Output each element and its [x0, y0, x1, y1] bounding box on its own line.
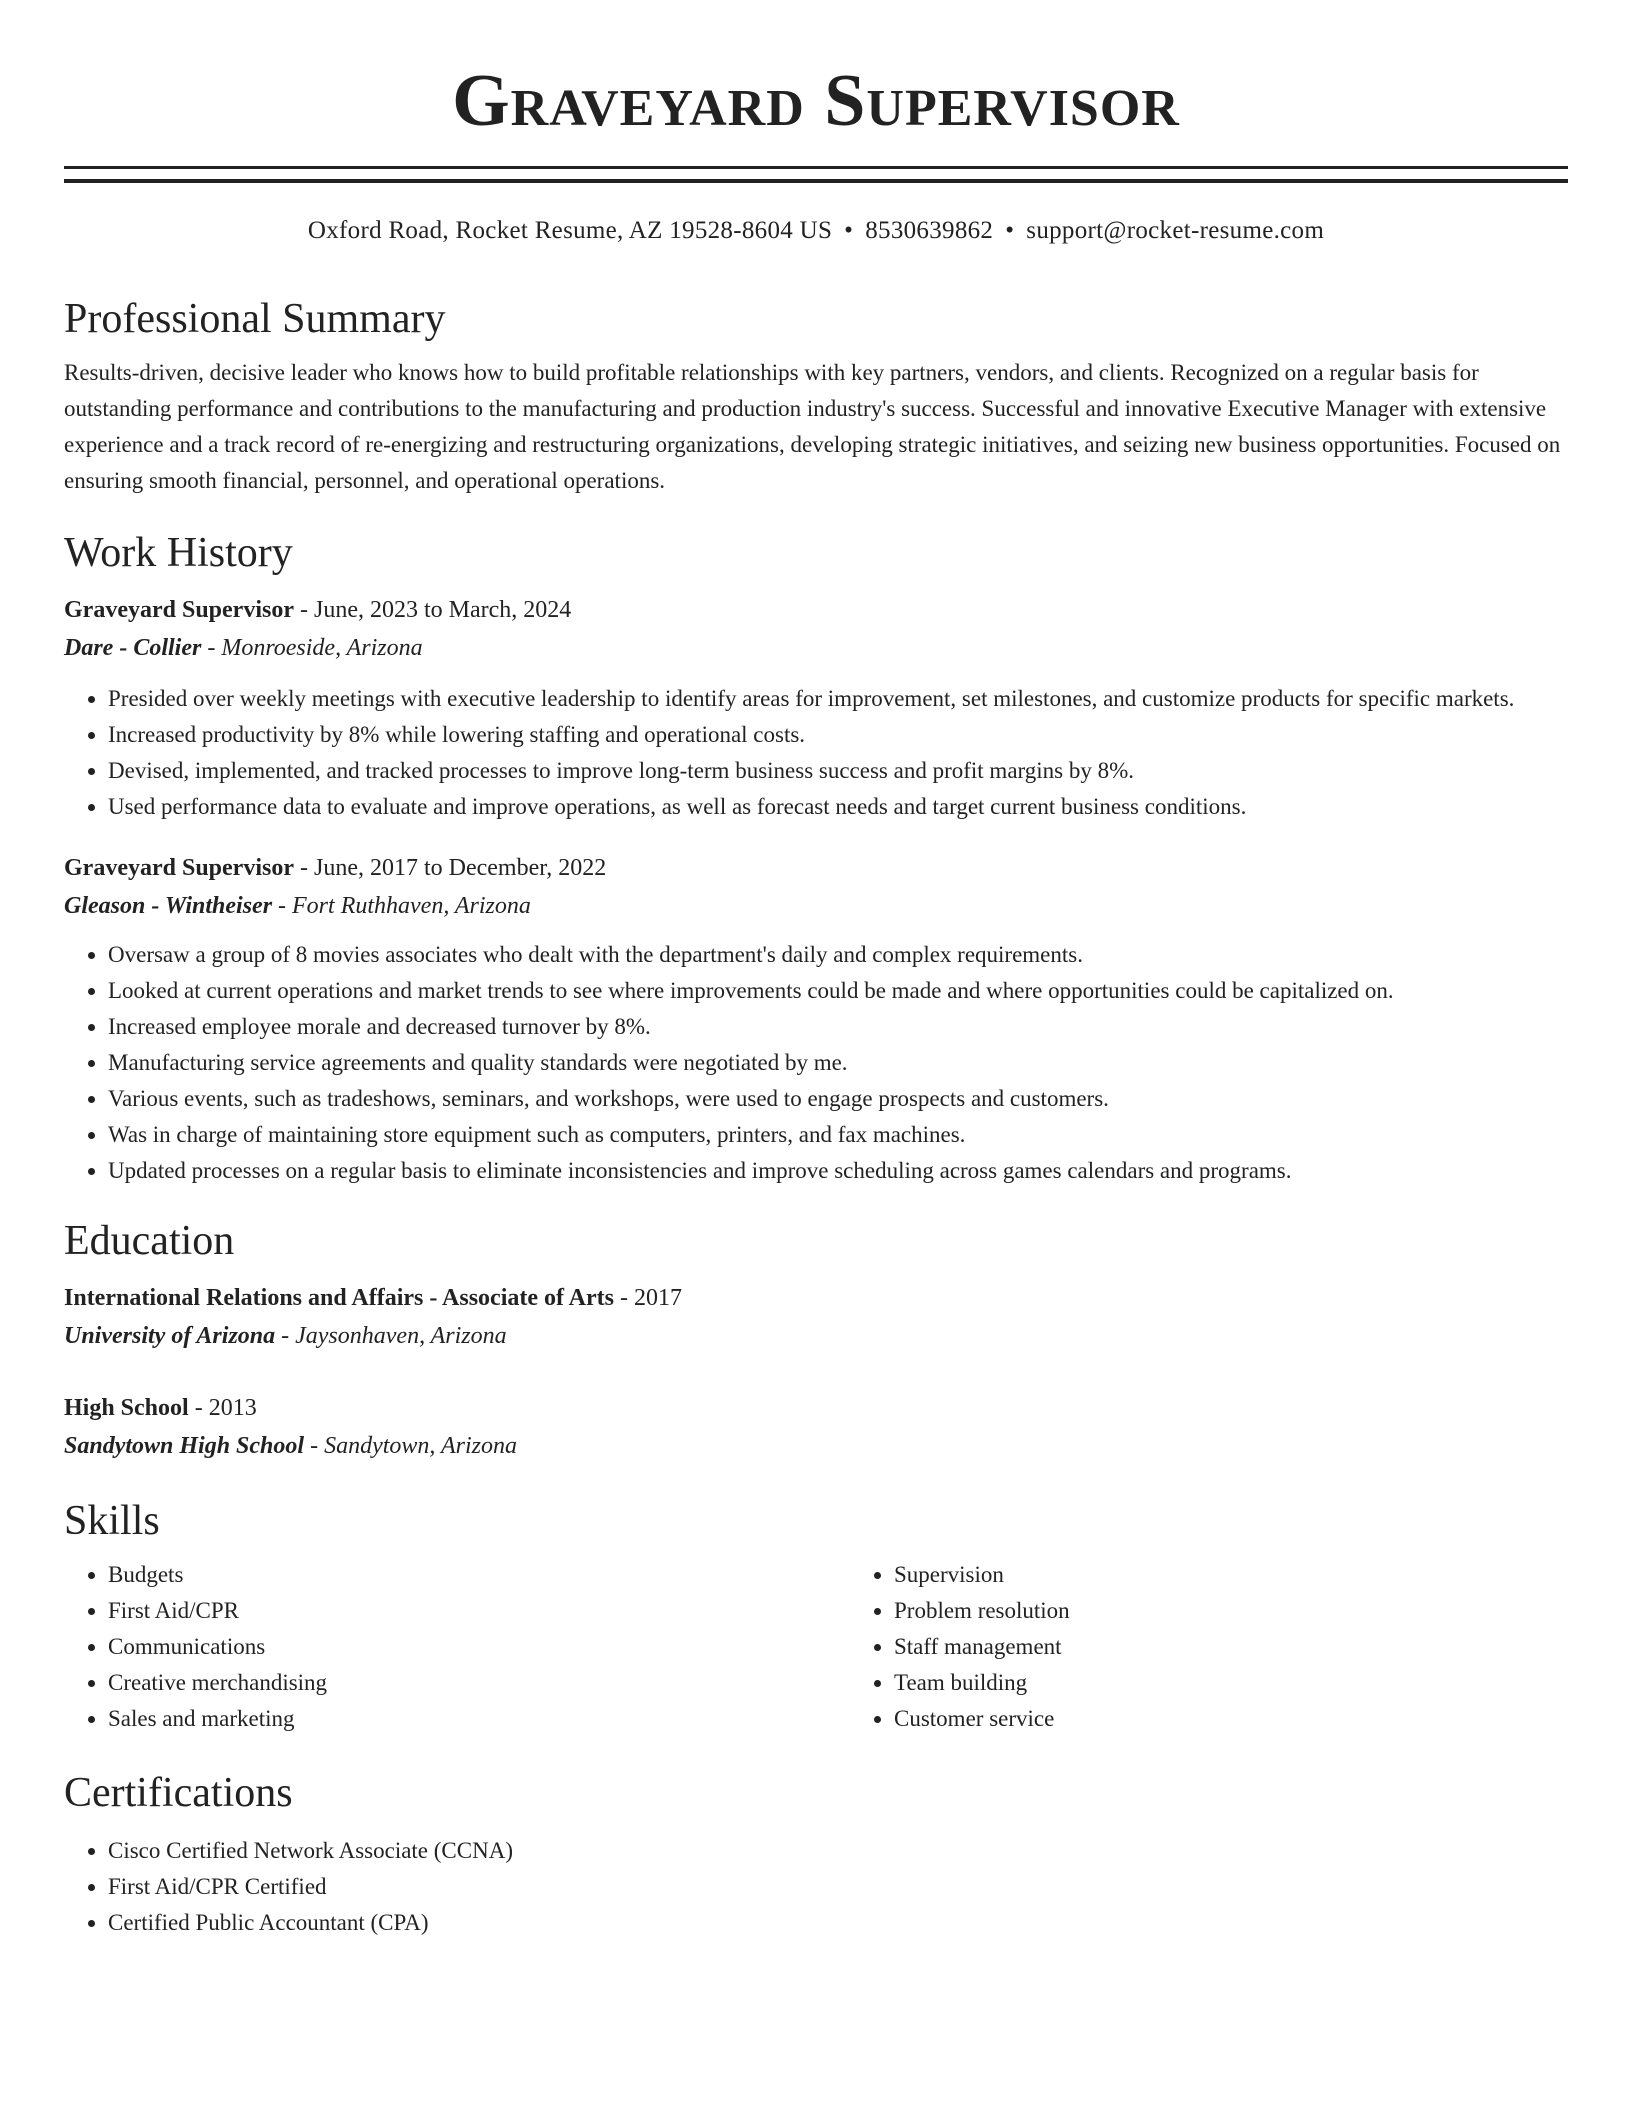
- contact-address: Oxford Road, Rocket Resume, AZ 19528-8604 US: [307, 217, 833, 244]
- job-location: - Fort Ruthhaven, Arizona: [272, 893, 531, 919]
- list-item: • Supervision: [894, 1557, 1070, 1593]
- job-company: Gleason - Wintheiser: [64, 893, 273, 919]
- list-item: • Cisco Certified Network Associate (CCNA): [108, 1833, 1568, 1869]
- education-degree-line: [64, 1279, 1568, 1317]
- job-bullets: [64, 681, 1568, 825]
- job-role: Graveyard Supervisor: [64, 597, 294, 623]
- job-bullets: [64, 937, 1568, 1189]
- education-entry: [64, 1389, 1568, 1465]
- list-item: • Team building: [894, 1665, 1070, 1701]
- contact-line: [64, 213, 1568, 249]
- education-location: - Sandytown, Arizona: [304, 1433, 517, 1459]
- education-degree: High School: [64, 1395, 189, 1421]
- list-item: • Increased employee morale and decreased turnover by 8%.: [108, 1009, 1568, 1045]
- list-item: • Updated processes on a regular basis to eliminate inconsistencies and improve scheduling across games calendars and programs.: [108, 1153, 1568, 1189]
- job-company-line: [64, 887, 1568, 925]
- job-dates: - June, 2023 to March, 2024: [293, 597, 572, 623]
- certifications-heading: Certifications: [64, 1770, 293, 1816]
- education-degree: International Relations and Affairs - Associate of Arts: [64, 1285, 614, 1311]
- job-location: - Monroeside, Arizona: [201, 635, 423, 661]
- candidate-name: Graveyard Supervisor: [452, 60, 1180, 142]
- list-item: • Creative merchandising: [108, 1665, 850, 1701]
- job-dates: - June, 2017 to December, 2022: [293, 855, 607, 881]
- job-company-line: [64, 629, 1568, 667]
- list-item: • Problem resolution: [894, 1593, 1070, 1629]
- contact-email[interactable]: support@rocket-resume.com: [1026, 217, 1325, 244]
- list-item: • Was in charge of maintaining store equipment such as computers, printers, and fax machines.: [108, 1117, 1568, 1153]
- education-heading: Education: [64, 1218, 235, 1264]
- education-school-line: [64, 1317, 1568, 1355]
- job-entry: [64, 591, 1568, 825]
- job-role: Graveyard Supervisor: [64, 855, 294, 881]
- list-item: • Manufacturing service agreements and quality standards were negotiated by me.: [108, 1045, 1568, 1081]
- list-item: • Budgets: [108, 1557, 850, 1593]
- list-item: • First Aid/CPR: [108, 1593, 850, 1629]
- skills-left-column: [64, 1557, 850, 1737]
- list-item: • Oversaw a group of 8 movies associates who dealt with the department's daily and complex requirements.: [108, 937, 1568, 973]
- job-title-line: [64, 849, 1568, 887]
- skills-columns: [64, 1557, 1568, 1737]
- summary-heading: Professional Summary: [64, 296, 446, 342]
- education-location: - Jaysonhaven, Arizona: [275, 1323, 507, 1349]
- list-item: • Customer service: [894, 1701, 1070, 1737]
- list-item: • Staff management: [894, 1629, 1070, 1665]
- list-item: • Looked at current operations and market trends to see where improvements could be made and where opportunities could be capitalized on.: [108, 973, 1568, 1009]
- education-school: Sandytown High School: [64, 1433, 305, 1459]
- list-item: • Devised, implemented, and tracked processes to improve long-term business success and profit margins by 8%.: [108, 753, 1568, 789]
- skills-heading: Skills: [64, 1498, 160, 1544]
- job-entry: [64, 849, 1568, 1189]
- list-item: • Used performance data to evaluate and improve operations, as well as forecast needs and target current business conditions.: [108, 789, 1568, 825]
- job-title-line: [64, 591, 1568, 629]
- skills-right-column: [850, 1557, 1070, 1737]
- list-item: • Presided over weekly meetings with executive leadership to identify areas for improvement, set milestones, and customize products for specific markets.: [108, 681, 1568, 717]
- list-item: • First Aid/CPR Certified: [108, 1869, 1568, 1905]
- education-entry: [64, 1279, 1568, 1355]
- contact-phone: 8530639862: [865, 217, 994, 244]
- education-degree-line: [64, 1389, 1568, 1427]
- education-year: - 2017: [613, 1285, 682, 1311]
- certifications-list: [64, 1833, 1568, 1941]
- contact-separator: •: [844, 217, 854, 244]
- list-item: • Sales and marketing: [108, 1701, 850, 1737]
- list-item: • Communications: [108, 1629, 850, 1665]
- list-item: • Certified Public Accountant (CPA): [108, 1905, 1568, 1941]
- education-school-line: [64, 1427, 1568, 1465]
- education-year: - 2013: [188, 1395, 257, 1421]
- header-double-rule: [64, 166, 1568, 183]
- list-item: • Increased productivity by 8% while lowering staffing and operational costs.: [108, 717, 1568, 753]
- summary-text: Results-driven, decisive leader who knows how to build profitable relationships with key partners, vendors, and clients. Recognized on a regular basis for outstanding performance and contributions to the manufacturing and production industry's success. Successful and innovative Executive Manager with extensive experience and a track record of re-energizing and restructuring organizations, developing strategic initiatives, and seizing new business opportunities. Focused on ensuring smooth financial, personnel, and operational operations.: [64, 360, 1561, 493]
- list-item: • Various events, such as tradeshows, seminars, and workshops, were used to engage prospects and customers.: [108, 1081, 1568, 1117]
- work-history-heading: Work History: [64, 530, 293, 576]
- contact-separator: •: [1005, 217, 1015, 244]
- job-company: Dare - Collier: [64, 635, 202, 661]
- education-school: University of Arizona: [64, 1323, 276, 1349]
